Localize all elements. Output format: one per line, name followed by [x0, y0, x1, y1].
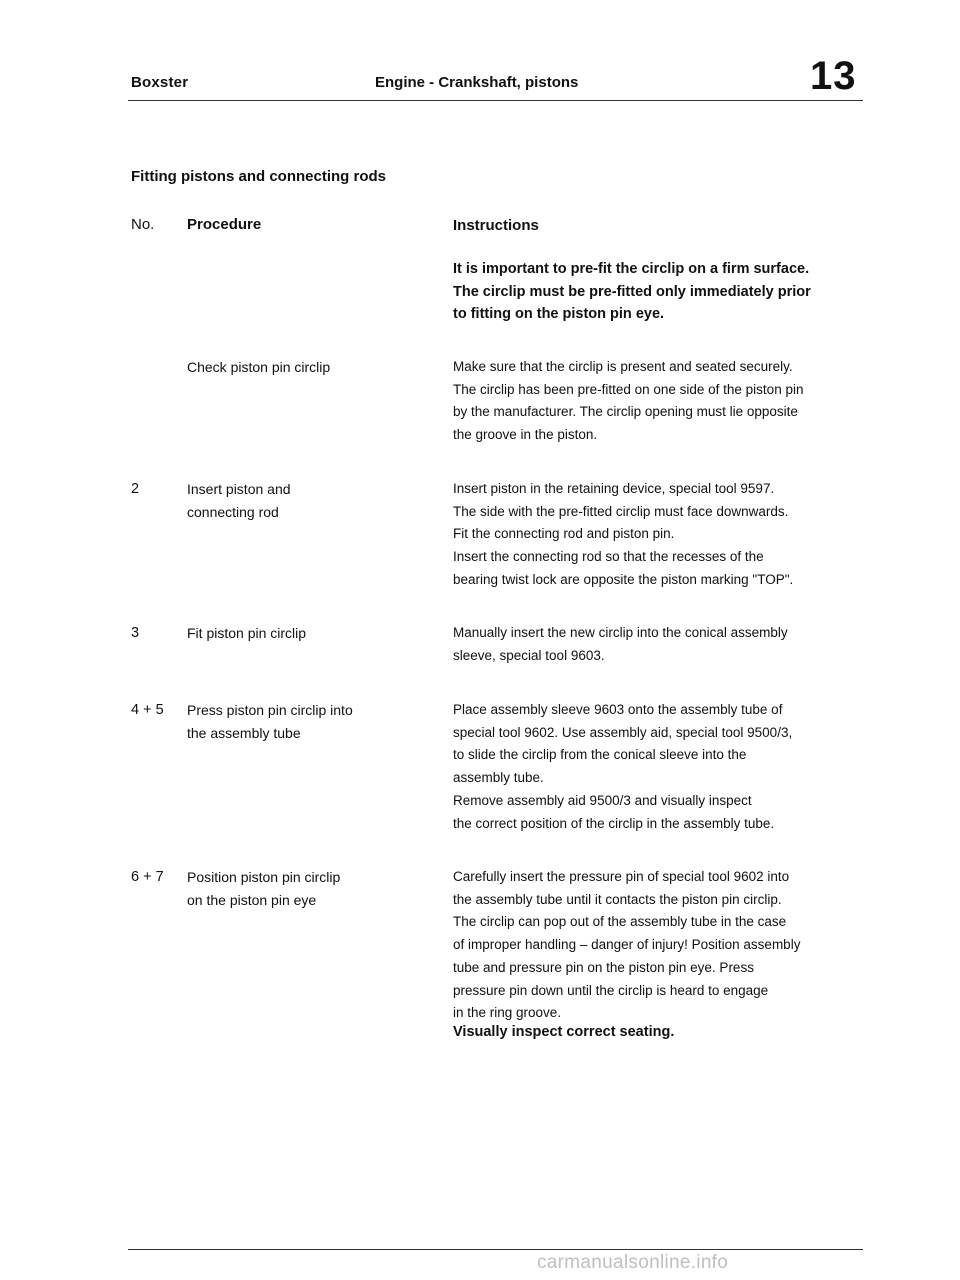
- closing-instruction: Visually inspect correct seating.: [453, 1024, 675, 1040]
- step-procedure: Insert piston and connecting rod: [187, 481, 291, 520]
- section-title: Fitting pistons and connecting rods: [131, 168, 386, 185]
- header-title: Engine - Crankshaft, pistons: [375, 74, 579, 91]
- step-number: 4 + 5: [131, 702, 164, 718]
- step-number: 3: [131, 625, 140, 641]
- column-header-procedure: Procedure: [187, 216, 262, 233]
- step-instructions: Carefully insert the pressure pin of special tool 9602 into the assembly tube until it contacts the piston pin circlip. The circlip can pop out of the assembly tube in the case of improper handling – danger of injury! Position assembly tube and pressure pin on the piston pin eye. Press pressure pin down until the circlip is heard to engage in the ring groove.: [453, 869, 801, 1021]
- watermark: carmanualsonline.info: [537, 1252, 729, 1273]
- step-number: 2: [131, 481, 140, 497]
- column-header-no: No.: [131, 216, 155, 233]
- footer-divider: [128, 1249, 863, 1250]
- header-group-number: 13: [810, 54, 857, 98]
- step-procedure: Position piston pin circlip on the piston pin eye: [187, 869, 341, 908]
- step-instructions: Place assembly sleeve 9603 onto the assembly tube of special tool 9602. Use assembly aid, special tool 9500/3, to slide the circlip from the conical sleeve into the assembly tube. Remove assembly aid 9500/3 and visually inspect the correct position of the circlip in the assembly tube.: [453, 702, 793, 831]
- step-procedure: Check piston pin circlip: [187, 359, 331, 375]
- intro-note: It is important to pre-fit the circlip on a firm surface. The circlip must be pre-fitted only immediately prior to fitting on the piston pin eye.: [453, 261, 811, 322]
- column-header-instructions: Instructions: [453, 217, 539, 234]
- step-instructions: Manually insert the new circlip into the conical assembly sleeve, special tool 9603.: [453, 625, 788, 663]
- step-instructions: Insert piston in the retaining device, special tool 9597. The side with the pre-fitted circlip must face downwards. Fit the connecting rod and piston pin. Insert the connecting rod so that the recesses of the bearing twist lock are opposite the piston marking "TOP".: [453, 481, 794, 587]
- step-number: 6 + 7: [131, 869, 164, 885]
- header-model: Boxster: [131, 74, 189, 91]
- header-divider: [128, 100, 863, 101]
- step-procedure: Fit piston pin circlip: [187, 625, 307, 641]
- step-instructions: Make sure that the circlip is present and seated securely. The circlip has been pre-fitted on one side of the piston pin by the manufacturer. The circlip opening must lie opposite the groove in the piston.: [453, 359, 804, 443]
- step-procedure: Press piston pin circlip into the assembly tube: [187, 702, 353, 741]
